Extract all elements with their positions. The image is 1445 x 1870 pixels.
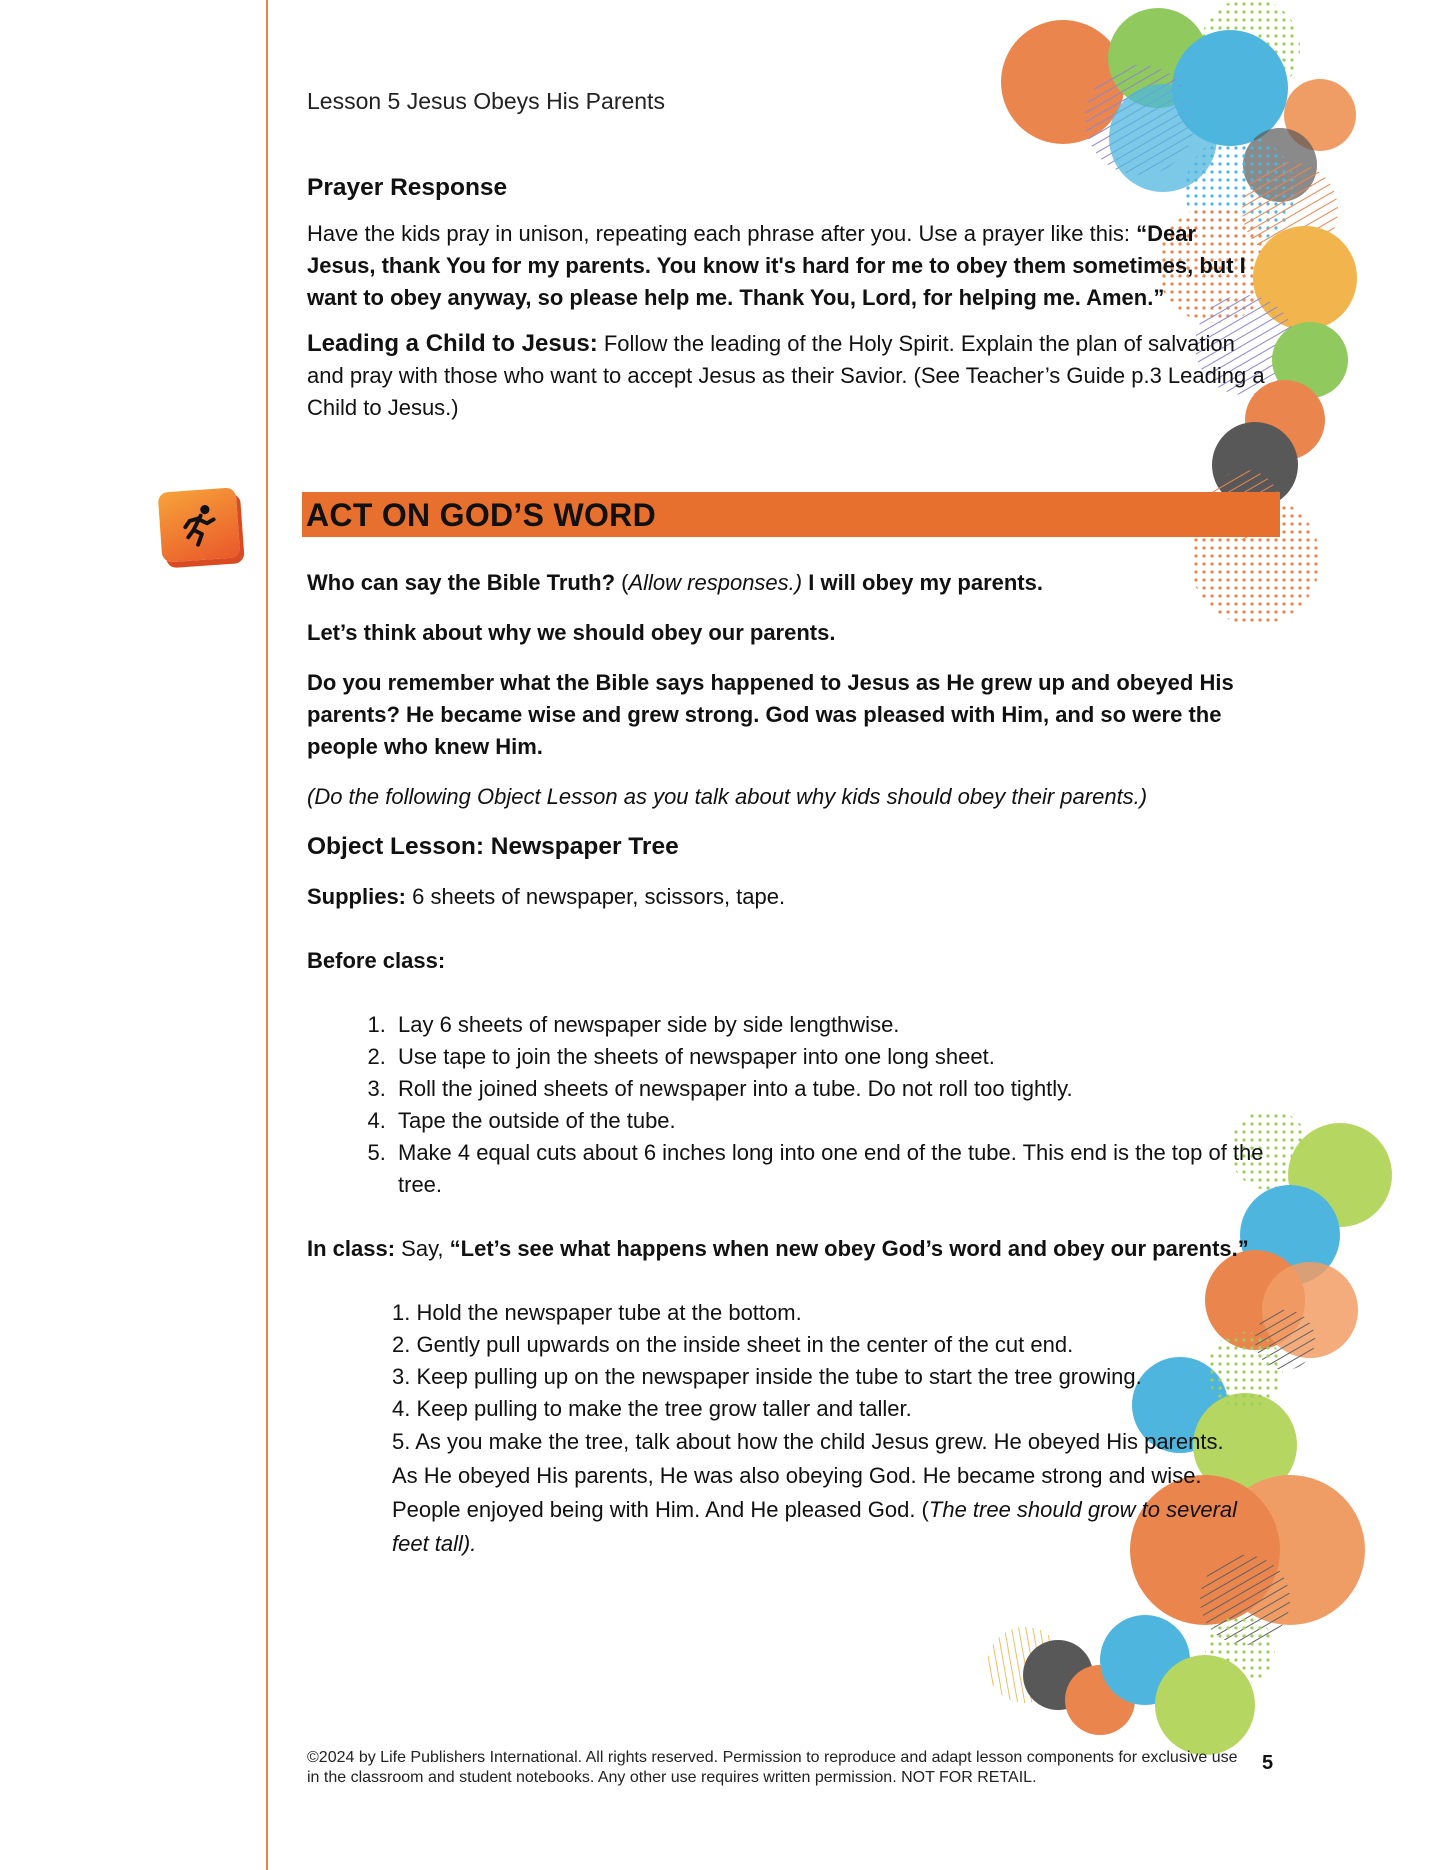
- leading-text: Follow the leading of the Holy Spirit. Explain the plan of salvation and pray with those who want to accept Jesus as their Savior. (See Teacher’s Guide p.3 Leading a Child to Jesus.): [307, 331, 1265, 420]
- section-banner: [302, 492, 1280, 537]
- running-figure-icon: [174, 500, 223, 549]
- lesson-header: Lesson 5 Jesus Obeys His Parents: [307, 88, 665, 114]
- before-class-steps: [307, 1009, 1267, 1201]
- list-item: 3. Roll the joined sheets of newspaper into a tube. Do not roll too tightly.: [392, 1073, 1267, 1105]
- question-bold: Who can say the Bible Truth?: [307, 570, 622, 595]
- act-p2-text: Let’s think about why we should obey our parents.: [307, 620, 836, 645]
- list-item: 1. Lay 6 sheets of newspaper side by side lengthwise.: [392, 1009, 1267, 1041]
- list-item: 4. Keep pulling to make the tree grow taller and taller.: [392, 1396, 912, 1421]
- prayer-paragraph: [307, 218, 1267, 314]
- prayer-intro: Have the kids pray in unison, repeating each phrase after you. Use a prayer like this:: [307, 221, 1137, 246]
- runner-icon: [158, 487, 241, 562]
- step5-text: 5. As you make the tree, talk about how the child Jesus grew. He obeyed His parents. As He obeyed His parents, He was also obeying God. He became strong and wise. People enjoyed being with Him. And He pleased God. (: [392, 1429, 1224, 1522]
- supplies-text: 6 sheets of newspaper, scissors, tape.: [406, 884, 786, 909]
- supplies-label: Supplies:: [307, 884, 407, 909]
- list-item: 4. Tape the outside of the tube.: [392, 1105, 1267, 1137]
- supplies-line: [307, 881, 1267, 913]
- copyright-footer: ©2024 by Life Publishers International. All rights reserved. Permission to reproduce and adapt lesson components for exclusive use in the classroom and student notebooks. Any other use requires written permission. NOT FOR RETAIL.: [307, 1749, 1238, 1786]
- act-p4-text: (Do the following Object Lesson as you talk about why kids should obey their parents.): [307, 784, 1148, 809]
- list-item: 5. Make 4 equal cuts about 6 inches long into one end of the tube. This end is the top of the tree.: [392, 1137, 1267, 1201]
- in-class-line: [307, 1233, 1267, 1265]
- section-banner-title: ACT ON GOD’S WORD: [306, 497, 656, 533]
- list-item: 2. Use tape to join the sheets of newspaper into one long sheet.: [392, 1041, 1267, 1073]
- in-class-label: In class:: [307, 1236, 396, 1261]
- prayer-section: [307, 172, 1267, 424]
- in-class-steps: [307, 1297, 1267, 1561]
- step5-italic: The tree should grow to several feet tall).: [392, 1497, 1238, 1556]
- question-italic: Allow responses.): [628, 570, 803, 595]
- bible-truth-question: [307, 567, 1267, 599]
- act-paragraph-2: [307, 617, 1267, 649]
- act-paragraph-3: [307, 667, 1267, 763]
- list-item: 2. Gently pull upwards on the inside sheet in the center of the cut end.: [392, 1332, 1074, 1357]
- leading-paragraph: [307, 328, 1267, 424]
- act-section: [307, 567, 1267, 1561]
- before-class-label: [307, 945, 1267, 977]
- leading-label: Leading a Child to Jesus:: [307, 330, 598, 357]
- act-p3-text: Do you remember what the Bible says happened to Jesus as He grew up and obeyed His parents? He became wise and grew strong. God was pleased with Him, and so were the people who knew Him.: [307, 670, 1234, 759]
- act-paragraph-4: [307, 781, 1267, 813]
- prayer-text: “Dear Jesus, thank You for my parents. You know it's hard for me to obey them sometimes, but I want to obey anyway, so please help me. Thank You, Lord, for helping me. Amen.”: [307, 221, 1246, 310]
- list-item-5: [392, 1425, 1252, 1561]
- object-lesson-heading: Object Lesson: Newspaper Tree: [307, 833, 679, 860]
- prayer-heading: Prayer Response: [307, 174, 508, 201]
- before-label-text: Before class:: [307, 948, 446, 973]
- in-class-quote: “Let’s see what happens when new obey God’s word and obey our parents.”: [449, 1236, 1249, 1261]
- list-item: 1. Hold the newspaper tube at the bottom.: [392, 1300, 802, 1325]
- page-number: 5: [1262, 1752, 1274, 1774]
- question-paren: (: [621, 570, 629, 595]
- in-class-say: Say,: [395, 1236, 450, 1261]
- list-item: 3. Keep pulling up on the newspaper inside the tube to start the tree growing.: [392, 1364, 1142, 1389]
- bible-truth-answer: I will obey my parents.: [802, 570, 1043, 595]
